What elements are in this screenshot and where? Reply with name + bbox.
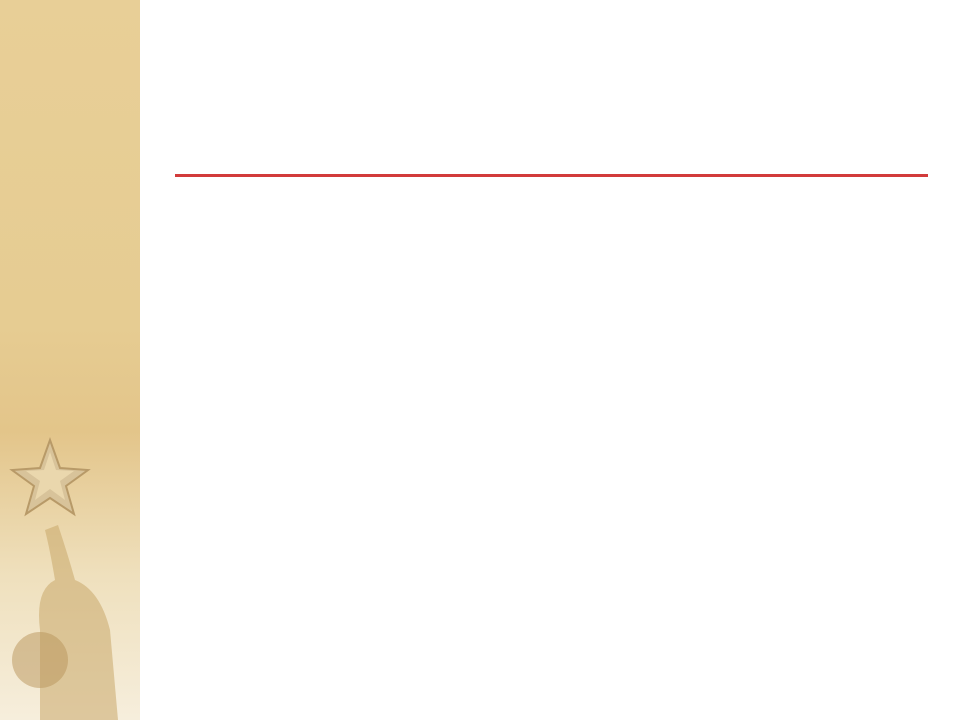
decorative-figure [0, 430, 140, 720]
side-panel [0, 0, 140, 720]
data-table [160, 190, 940, 622]
star-icon [12, 440, 88, 514]
table-grid [160, 190, 940, 622]
title-underline [175, 174, 928, 177]
